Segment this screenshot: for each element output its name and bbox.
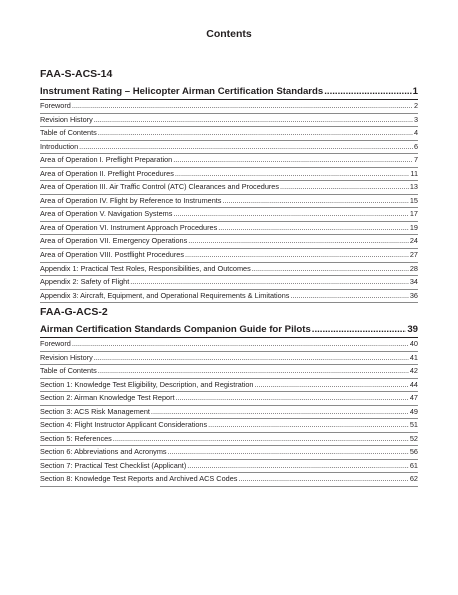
toc-entry[interactable]	[40, 419, 418, 433]
toc-entry-title: Foreword	[40, 339, 71, 348]
toc-entry[interactable]	[40, 195, 418, 209]
dot-leader	[175, 168, 410, 181]
toc-entry-title: Revision History	[40, 114, 93, 124]
toc-entry-title: Appendix 1: Practical Test Roles, Responsibilities, and Outcomes	[40, 263, 251, 273]
toc-entry-page: 49	[409, 406, 418, 416]
toc-entry-title: Area of Operation V. Navigation Systems	[40, 209, 173, 219]
toc-entry-page: 6	[413, 141, 418, 151]
toc-entry[interactable]	[40, 114, 418, 128]
dot-leader	[113, 433, 409, 446]
toc-section-faa-g-acs-2	[40, 306, 418, 487]
dot-leader	[222, 195, 408, 208]
toc-entry-title: Area of Operation II. Preflight Procedures	[40, 168, 174, 178]
toc-entry[interactable]	[40, 352, 418, 366]
dot-leader	[185, 249, 409, 262]
toc-entry-title: Section 3: ACS Risk Management	[40, 406, 150, 416]
toc-entry-title: Area of Operation I. Preflight Preparation	[40, 155, 173, 165]
toc-entry[interactable]	[40, 446, 418, 460]
toc-heading-entry[interactable]	[40, 323, 418, 338]
toc-entry[interactable]	[40, 338, 418, 352]
dot-leader	[176, 392, 409, 405]
toc-entry-page: 56	[409, 447, 418, 457]
toc-entry[interactable]	[40, 181, 418, 195]
toc-entry-title: Area of Operation III. Air Traffic Control (ATC) Clearances and Procedures	[40, 182, 280, 192]
toc-entry-page: 42	[409, 366, 418, 376]
toc-entry-page: 24	[409, 236, 418, 246]
toc-entry-title: Foreword	[40, 101, 71, 110]
toc-entry[interactable]	[40, 379, 418, 393]
toc-entry-page: 2	[413, 101, 418, 110]
dot-leader	[168, 446, 409, 459]
toc-entry[interactable]	[40, 406, 418, 420]
dot-leader	[79, 141, 413, 154]
toc-entry-page: 61	[409, 460, 418, 470]
toc-entry-page: 4	[413, 128, 418, 138]
toc-entry-page: 28	[409, 263, 418, 273]
toc-heading-entry[interactable]	[40, 85, 418, 100]
toc-entry-page: 17	[409, 209, 418, 219]
dot-leader	[208, 419, 409, 432]
dot-leader	[290, 290, 408, 303]
dot-leader	[188, 235, 409, 248]
toc-entry-page: 52	[409, 433, 418, 443]
dot-leader	[280, 181, 409, 194]
dot-leader	[94, 114, 413, 127]
toc-entry-title: Section 7: Practical Test Checklist (Applicant)	[40, 460, 187, 470]
toc-heading-page: 1	[412, 86, 418, 97]
toc-entry-title: Appendix 3: Aircraft, Equipment, and Operational Requirements & Limitations	[40, 290, 290, 300]
dot-leader	[312, 323, 407, 336]
toc-entry-title: Section 8: Knowledge Test Reports and Archived ACS Codes	[40, 474, 238, 484]
toc-entry[interactable]	[40, 100, 418, 114]
toc-entry-page: 44	[409, 379, 418, 389]
dot-leader	[173, 208, 409, 221]
toc-entry[interactable]	[40, 208, 418, 222]
toc-entry-page: 7	[413, 155, 418, 165]
page-title: Contents	[206, 28, 252, 40]
toc-entry-title: Area of Operation VIII. Postflight Procedures	[40, 250, 184, 260]
toc-entry[interactable]	[40, 141, 418, 155]
toc-entry[interactable]	[40, 127, 418, 141]
dot-leader	[130, 276, 409, 289]
dot-leader	[94, 352, 409, 365]
toc-entry-title: Area of Operation VI. Instrument Approach Procedures	[40, 222, 218, 232]
toc-entry-page: 27	[409, 250, 418, 260]
toc-entry-title: Appendix 2: Safety of Flight	[40, 277, 130, 287]
toc-entry[interactable]	[40, 154, 418, 168]
toc-entry-page: 3	[413, 114, 418, 124]
toc-entry-title: Introduction	[40, 141, 79, 151]
toc-entry[interactable]	[40, 365, 418, 379]
toc-entry-page: 47	[409, 393, 418, 403]
toc-entry[interactable]	[40, 235, 418, 249]
toc-entry[interactable]	[40, 168, 418, 182]
toc-entry-page: 11	[410, 168, 418, 178]
dot-leader	[252, 263, 409, 276]
toc-heading-title: Airman Certification Standards Companion Guide for Pilots	[40, 324, 311, 335]
toc-entry[interactable]	[40, 249, 418, 263]
toc-entry-page: 13	[409, 182, 418, 192]
toc-entry[interactable]	[40, 222, 418, 236]
toc-entry[interactable]	[40, 263, 418, 277]
dot-leader	[72, 338, 409, 351]
dot-leader	[98, 127, 413, 140]
toc-entry-page: 51	[409, 420, 418, 430]
dot-leader	[72, 100, 413, 113]
toc-entry-title: Area of Operation VII. Emergency Operations	[40, 236, 188, 246]
toc-entry-title: Section 2: Airman Knowledge Test Report	[40, 393, 175, 403]
toc-entry[interactable]	[40, 392, 418, 406]
toc-entry-title: Revision History	[40, 352, 93, 362]
section-code: FAA-S-ACS-14	[40, 68, 113, 80]
toc-section-faa-s-acs-14	[40, 68, 418, 303]
toc-entry[interactable]	[40, 276, 418, 290]
toc-entry-page: 41	[409, 352, 418, 362]
toc-entry-page: 34	[409, 277, 418, 287]
dot-leader	[151, 406, 409, 419]
toc-entry-title: Table of Contents	[40, 128, 97, 138]
dot-leader	[173, 154, 413, 167]
toc-entry-page: 15	[409, 195, 418, 205]
toc-entry[interactable]	[40, 290, 418, 304]
dot-leader	[254, 379, 408, 392]
dot-leader	[98, 365, 409, 378]
toc-entry[interactable]	[40, 460, 418, 474]
section-code: FAA-G-ACS-2	[40, 306, 108, 318]
toc-entry-page: 62	[409, 474, 418, 484]
toc-entry-title: Section 4: Flight Instructor Applicant Considerations	[40, 420, 208, 430]
dot-leader	[238, 473, 408, 486]
toc-heading-page: 39	[407, 324, 418, 335]
toc-entry-title: Area of Operation IV. Flight by Reference to Instruments	[40, 195, 222, 205]
toc-entry[interactable]	[40, 473, 418, 487]
toc-entry[interactable]	[40, 433, 418, 447]
toc-entry-title: Section 5: References	[40, 433, 112, 443]
toc-heading-title: Instrument Rating – Helicopter Airman Certification Standards	[40, 86, 324, 97]
dot-leader	[187, 460, 409, 473]
dot-leader	[324, 85, 411, 98]
toc-entry-page: 36	[409, 290, 418, 300]
dot-leader	[218, 222, 409, 235]
toc-entry-title: Section 1: Knowledge Test Eligibility, Description, and Registration	[40, 379, 254, 389]
toc-entry-title: Table of Contents	[40, 366, 97, 376]
toc-entry-title: Section 6: Abbreviations and Acronyms	[40, 447, 167, 457]
toc-entry-page: 40	[409, 339, 418, 348]
toc-entry-page: 19	[409, 222, 418, 232]
